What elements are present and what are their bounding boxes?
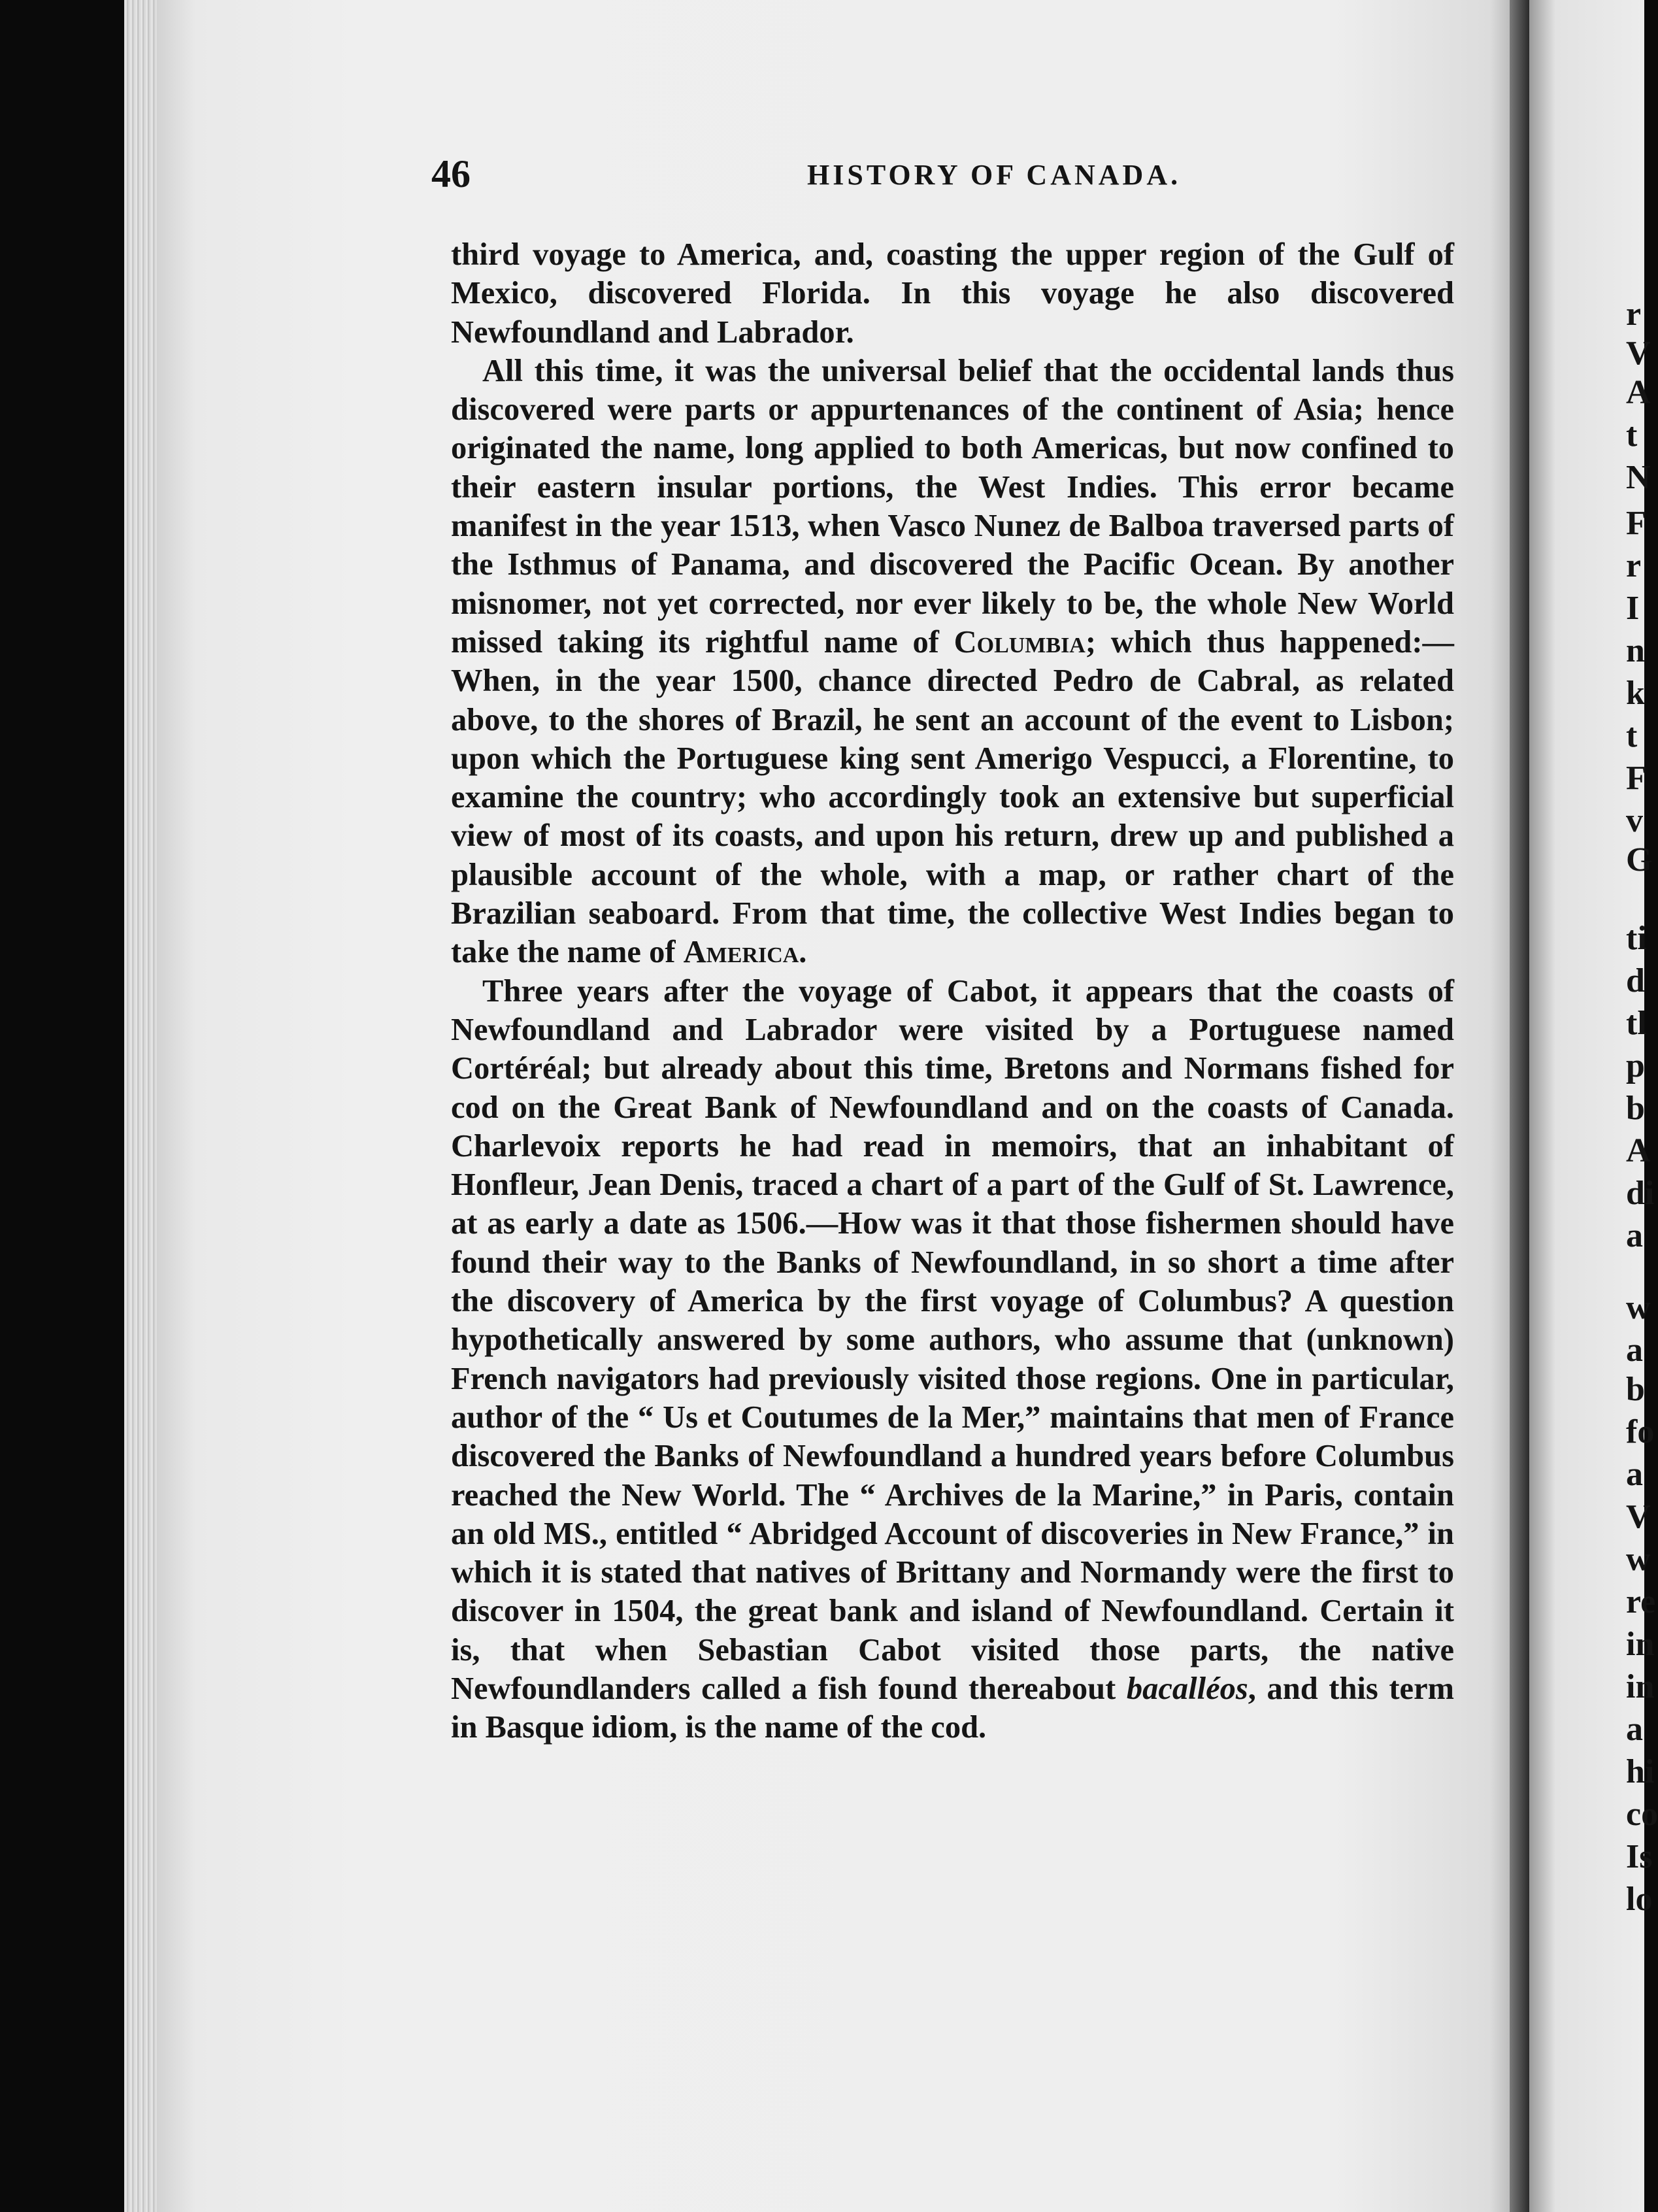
next-page-fragment: t [1626, 717, 1638, 754]
next-page-fragment: w [1626, 1541, 1651, 1578]
page-header [431, 152, 1451, 204]
next-page-fragment: d [1626, 962, 1645, 999]
paragraph-1 [451, 235, 1454, 352]
page-number: 46 [431, 152, 471, 195]
next-page-fragment: A [1626, 1132, 1651, 1169]
next-page-edge [1529, 0, 1658, 2212]
next-page-fragment: co [1626, 1796, 1658, 1833]
next-page-fragment: fo [1626, 1413, 1655, 1450]
paragraph-text: All this time, it was the universal belief that the occidental lands thus discovered were parts or appurtenances of the continent of Asia; hence originated the name, long applied to both Americas, but now confined to their eastern insular portions, the West Indies. This error became manifest in the year 1513, when Vasco Nunez de Balboa traversed parts of the Isthmus of Panama, and discovered the Pacific Ocean. By another misnomer, not yet corrected, nor ever likely to be, the whole New World missed taking its rightful name of [451, 353, 1454, 660]
next-page-fragment: in [1626, 1668, 1655, 1705]
next-page-fragment: V [1626, 1498, 1651, 1535]
small-caps-term: Columbia [953, 624, 1086, 660]
running-title: HISTORY OF CANADA. [807, 159, 1182, 191]
paragraph-text: Three years after the voyage of Cabot, it appears that the coasts of Newfoundland and Labrador were visited by a Portuguese named Cortéréal; but already about this time, Bretons and Normans fished for cod on the Great Bank of Newfoundland and on the coasts of Canada. Charlevoix reports he had read in memoirs, that an inhabitant of Honfleur, Jean Denis, traced a chart of a part of the Gulf of St. Lawrence, at as early a date as 1506.—How was it that those fishermen should have found their way to the Banks of Newfoundland, in so short a time after the discovery of America by the first voyage of Columbus? A question hypothetically answered by some authors, who assume that (unknown) French navigators had previously visited those regions. One in particular, author of the “ Us et Coutumes de la Mer,” maintains that men of France discovered the Banks of Newfoundland a hundred years before Columbus reached the New World. The “ Archives de la Marine,” in Paris, contain an old MS., entitled “ Abridged Account of discoveries in New France,” in which it is stated that natives of Brittany and Normandy were the first to discover in 1504, the great bank and island of Newfoundland. Certain it is, that when Sebastian Cabot visited those parts, the native Newfoundlanders called a fish found thereabout [451, 973, 1454, 1706]
next-page-fragment: a [1626, 1217, 1643, 1254]
next-page-fragment: t [1626, 416, 1638, 454]
next-page-fragment: V [1626, 335, 1651, 372]
next-page-fragment: p [1626, 1047, 1645, 1084]
next-page-fragment: I [1626, 590, 1640, 627]
body-text [451, 235, 1454, 1747]
next-page-fragment: in [1626, 1626, 1655, 1663]
next-page-fragment: G [1626, 841, 1653, 879]
next-page-fragment: A [1626, 374, 1651, 411]
paragraph-text: ; which thus happened:—When, in the year 1500, chance directed Pedro de Cabral, as related above, to the shores of Brazil, he sent an account of the event to Lisbon; upon which the Portuguese king sent Amerigo Vespucci, a Florentine, to examine the country; who accordingly took an extensive but superficial view of most of its coasts, and upon his return, drew up and published a plausible account of the whole, with a map, or rather chart of the Brazilian seaboard. From that time, the collective West Indies began to take the name of [451, 624, 1454, 970]
next-page-fragment: lo [1626, 1881, 1653, 1918]
next-page-fragment: b [1626, 1090, 1645, 1127]
next-page-fragment: N [1626, 459, 1651, 496]
next-page-fragment: n [1626, 632, 1645, 669]
next-page-fragment: a [1626, 1711, 1643, 1748]
next-page-fragment: r [1626, 547, 1642, 584]
next-page-fragment: tl [1626, 1005, 1647, 1042]
next-page-fragment: a [1626, 1332, 1643, 1369]
paragraph-text: third voyage to America, and, coasting the upper region of the Gulf of Mexico, discovered Florida. In this voyage he also discovered Newfoundland and Labrador. [451, 237, 1454, 350]
paragraph-text: , and this term in Basque idiom, is the name of the cod. [451, 1671, 1454, 1745]
small-caps-term: America [683, 935, 799, 970]
next-page-fragment: di [1626, 1175, 1655, 1212]
paragraph-3 [451, 972, 1454, 1747]
italic-term: bacalléos [1126, 1671, 1248, 1706]
next-page-fragment: w [1626, 1289, 1651, 1326]
next-page-fragment: Is [1626, 1838, 1653, 1875]
next-page-fragment: k [1626, 675, 1645, 712]
paragraph-2 [451, 352, 1454, 972]
next-page-fragment: F [1626, 505, 1647, 542]
paragraph-text: . [799, 935, 807, 970]
next-page-fragment: ti [1626, 920, 1647, 957]
book-gutter [1510, 0, 1529, 2212]
next-page-fragment: v [1626, 802, 1643, 839]
next-page-fragment: b [1626, 1371, 1645, 1408]
next-page-fragment: hi [1626, 1753, 1655, 1790]
next-page-fragment: r [1626, 295, 1642, 333]
next-page-fragment: re [1626, 1583, 1656, 1620]
next-page-fragment: a [1626, 1456, 1643, 1493]
next-page-fragment: F [1626, 760, 1647, 797]
